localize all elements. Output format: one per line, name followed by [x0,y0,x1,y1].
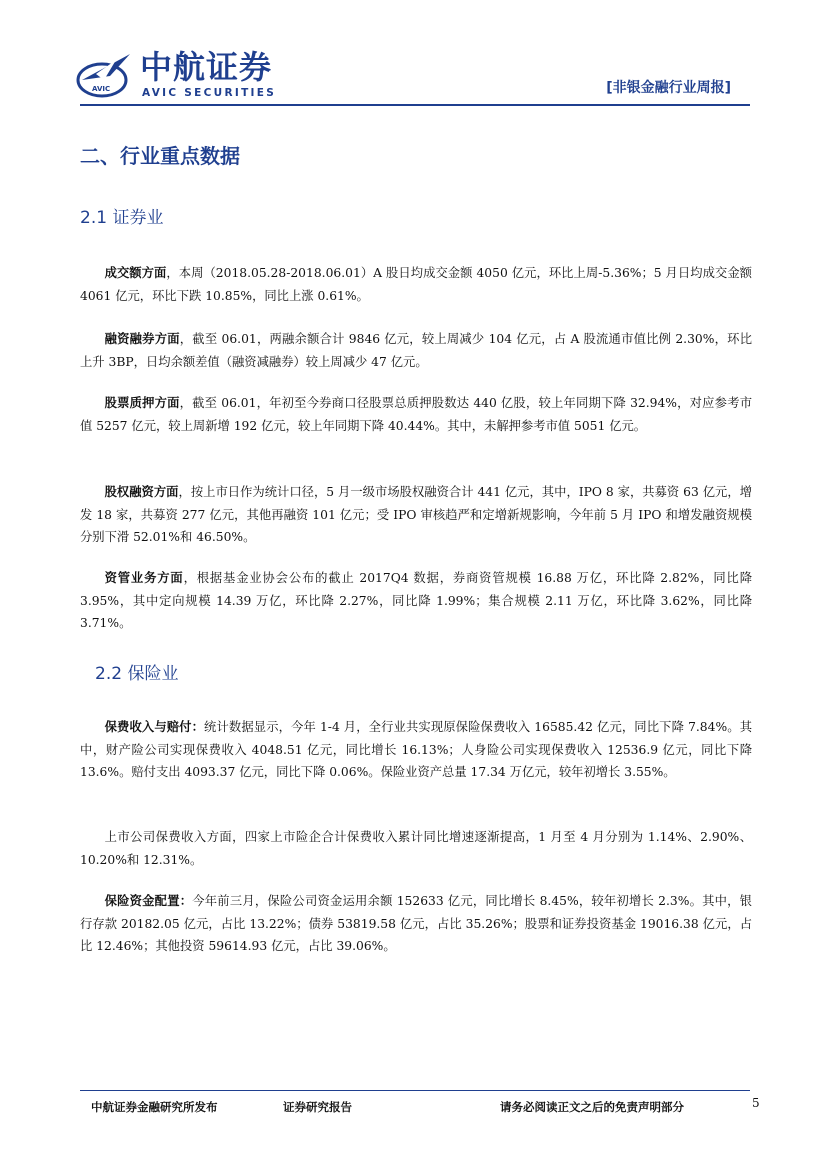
subsection-heading-insurance: 2.2 保险业 [95,664,179,684]
paragraph-text: ，按上市日作为统计口径，5 月一级市场股权融资合计 441 亿元，其中，IPO 8 家，共募资 63 亿元，增发 18 家，共募资 277 亿元，其他再融资 101 亿元；受 IPO 审核趋严和定增新规影响，今年前 5 月 IPO 和增发融资规模分别下滑 52.01%和 46.50%。 [80,485,752,544]
paragraph-label: 保险资金配置： [104,894,193,908]
subsection-heading-securities: 2.1 证券业 [80,208,164,228]
paragraph-text: 今年前三月，保险公司资金运用余额 152633 亿元，同比增长 8.45%，较年初增长 2.3%。其中，银行存款 20182.05 亿元，占比 13.22%；债券 53819.58 亿元，占比 35.26%；股票和证券投资基金 19016.38 亿元，占比 12.46%；其他投资 59614.93 亿元，占比 39.06%。 [80,894,752,953]
paragraph-stock-pledge [80,392,752,437]
paragraph-label: 股票质押方面 [104,396,180,410]
paragraph-text: ，截至 06.01，两融余额合计 9846 亿元，较上周减少 104 亿元，占 A 股流通市值比例 2.30%，环比上升 3BP，日均余额差值（融资减融券）较上周减少 47 亿元。 [80,332,752,369]
paragraph-premium-income [80,716,752,784]
paragraph-label: 资管业务方面 [104,571,184,585]
paragraph-text: ，本周（2018.05.28-2018.06.01）A 股日均成交金额 4050 亿元，环比上周-5.36%；5 月日均成交金额 4061 亿元，环比下跌 10.85%，同比上涨 0.61%。 [80,266,752,303]
footer-report-kind: 证券研究报告 [283,1100,352,1114]
footer-divider [80,1090,750,1091]
avic-logo-icon [76,50,136,100]
footer-publisher: 中航证券金融研究所发布 [91,1100,218,1114]
paragraph-text: ，截至 06.01，年初至今券商口径股票总质押股数达 440 亿股，较上年同期下降 32.94%，对应参考市值 5257 亿元，较上周新增 192 亿元，较上年同期下降 40.44%。其中，未解押参考市值 5051 亿元。 [80,396,752,433]
paragraph-equity-financing [80,481,752,549]
paragraph-text: 统计数据显示，今年 1-4 月，全行业共实现原保险保费收入 16585.42 亿元，同比下降 7.84%。其中，财产险公司实现保费收入 4048.51 亿元，同比增长 16.13%；人身险公司实现保费收入 12536.9 亿元，同比下降 13.6%。赔付支出 4093.37 亿元，同比下降 0.06%。保险业资产总量 17.34 万亿元，较年初增长 3.55%。 [80,720,752,779]
paragraph-label: 成交额方面 [104,266,167,280]
paragraph-label: 融资融券方面 [104,332,180,346]
section-title: 二、行业重点数据 [80,144,240,168]
paragraph-text: 上市公司保费收入方面，四家上市险企合计保费收入累计同比增速逐渐提高，1 月至 4 月分别为 1.14%、2.90%、10.20%和 12.31%。 [80,830,752,867]
header-divider [80,104,750,106]
paragraph-label: 股权融资方面 [104,485,179,499]
paragraph-fund-allocation [80,890,752,958]
report-type-label: [非银金融行业周报] [606,80,731,96]
paragraph-label: 保费收入与赔付： [104,720,205,734]
paragraph-turnover [80,262,752,307]
paragraph-asset-management [80,567,752,635]
paragraph-listed-insurers [80,826,752,871]
paragraph-text: ，根据基金业协会公布的截止 2017Q4 数据，券商资管规模 16.88 万亿，环比降 2.82%，同比降 3.95%，其中定向规模 14.39 万亿，环比降 2.27%，同比降 1.99%；集合规模 2.11 万亿，环比降 3.62%，同比降 3.71%。 [80,571,752,630]
logo-text: AVIC [92,85,111,93]
brand-name-cn: 中航证券 [140,48,273,86]
paragraph-margin-trading [80,328,752,373]
page-number: 5 [752,1096,760,1110]
brand-name-en: AVIC SECURITIES [142,87,277,99]
footer-disclaimer: 请务必阅读正文之后的免责声明部分 [500,1100,684,1114]
page-header [0,0,827,110]
